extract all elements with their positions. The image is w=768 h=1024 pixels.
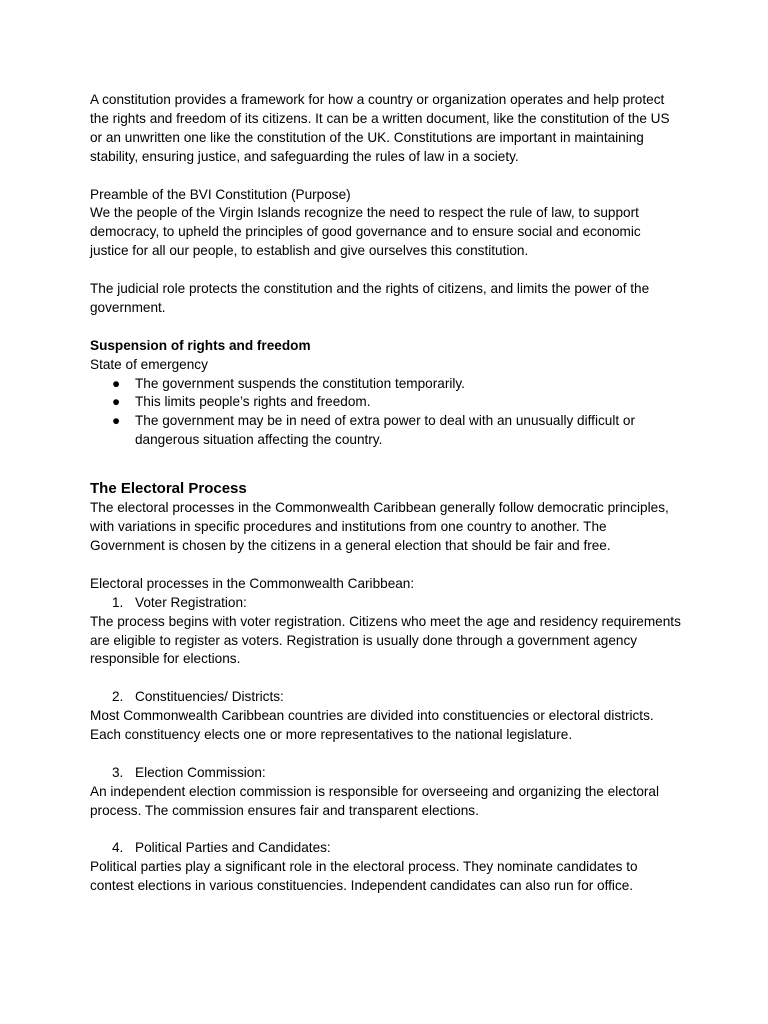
item-number: 1. <box>112 594 124 610</box>
suspension-heading: Suspension of rights and freedom <box>90 337 311 353</box>
list-item <box>90 375 682 394</box>
item-number: 2. <box>112 689 124 705</box>
bullet-icon: ● <box>112 394 121 410</box>
bullet-text: The government suspends the constitution temporarily. <box>135 375 465 391</box>
item-title: Election Commission: <box>135 764 266 780</box>
item-text: Political parties play a significant role in the electoral process. They nominate candidates to contest elections in various constituencies. Independent candidates can also run for office. <box>90 859 638 894</box>
bullet-icon: ● <box>112 413 121 429</box>
bullet-text: The government may be in need of extra power to deal with an unusually difficult or dangerous situation affecting the country. <box>135 413 635 448</box>
judicial-paragraph: The judicial role protects the constitution and the rights of citizens, and limits the power of the government. <box>90 281 650 315</box>
item-number: 4. <box>112 840 124 856</box>
electoral-intro: The electoral processes in the Commonwealth Caribbean generally follow democratic principles, with variations in specific procedures and institutions from one country to another. The Government is chosen by the citizens in a general election that should be fair and free. <box>90 500 669 553</box>
emergency-bullet-list <box>90 375 682 451</box>
electoral-list-title: Electoral processes in the Commonwealth Caribbean: <box>90 575 415 591</box>
list-item <box>90 412 682 450</box>
electoral-heading: The Electoral Process <box>90 480 247 498</box>
item-title: Constituencies/ Districts: <box>135 689 284 705</box>
item-text: An independent election commission is responsible for overseeing and organizing the electoral process. The commission ensures fair and transparent elections. <box>90 783 660 818</box>
preamble-text: We the people of the Virgin Islands recognize the need to respect the rule of law, to support democracy, to upheld the principles of good governance and to ensure social and economic justice for all our people, to establish and give ourselves this constitution. <box>90 205 641 259</box>
item-number: 3. <box>112 764 124 780</box>
intro-paragraph: A constitution provides a framework for how a country or organization operates and help protect the rights and freedom of its citizens. It can be a written document, like the constitution of the US or an unwritten one like the constitution of the UK. Constitutions are important in maintaining stability, ensuring justice, and safeguarding the rules of law in a society. <box>90 92 670 164</box>
numbered-item-title <box>90 688 682 707</box>
preamble-title: Preamble of the BVI Constitution (Purpose) <box>90 186 351 202</box>
numbered-item-title <box>90 764 682 783</box>
bullet-text: This limits people’s rights and freedom. <box>135 394 371 410</box>
numbered-item-title <box>90 839 682 858</box>
state-of-emergency-label: State of emergency <box>90 356 208 372</box>
document-body <box>90 91 682 896</box>
item-title: Political Parties and Candidates: <box>135 840 331 856</box>
numbered-item-title <box>90 594 682 613</box>
list-item <box>90 393 682 412</box>
item-text: The process begins with voter registration. Citizens who meet the age and residency requirements are eligible to register as voters. Registration is usually done through a government agency responsible for elections. <box>90 613 681 667</box>
bullet-icon: ● <box>112 375 121 391</box>
item-text: Most Commonwealth Caribbean countries are divided into constituencies or electoral districts. Each constituency elects one or more representatives to the national legislature. <box>90 708 654 743</box>
item-title: Voter Registration: <box>135 594 247 610</box>
